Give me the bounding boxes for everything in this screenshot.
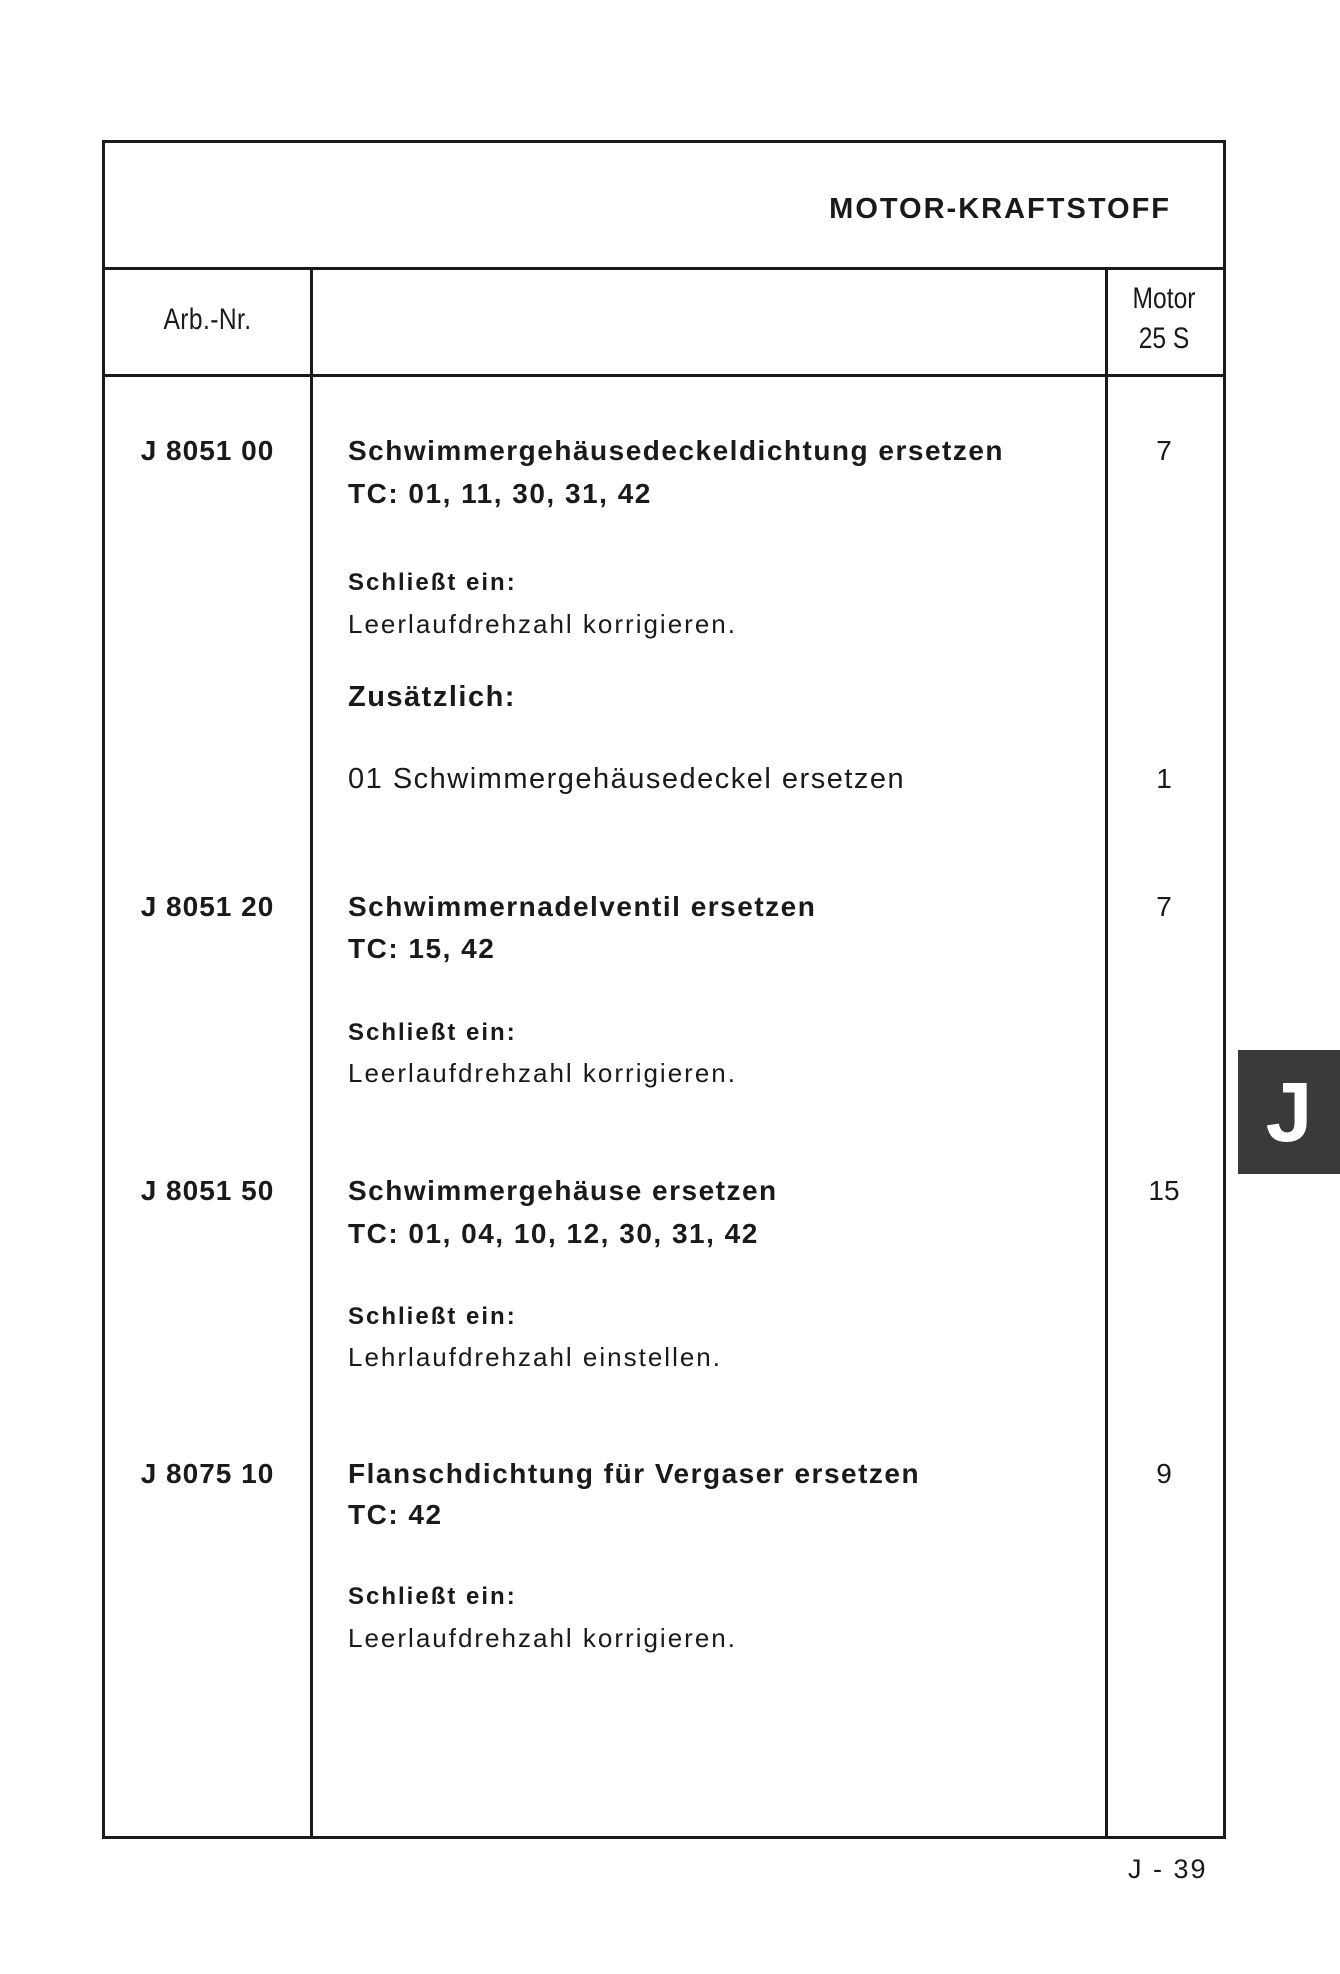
entry-includes-text: Lehrlaufdrehzahl einstellen. xyxy=(348,1342,722,1372)
section-title: MOTOR-KRAFTSTOFF xyxy=(829,193,1171,225)
column-header-arbnr: Arb.-Nr. xyxy=(163,303,252,336)
entry-arbnr: J 8051 00 xyxy=(140,435,275,466)
entry-additional-label: Zusätzlich: xyxy=(348,681,516,713)
entry-includes-text: Leerlaufdrehzahl korrigieren. xyxy=(348,609,737,639)
page-number: J - 39 xyxy=(1128,1854,1208,1884)
entry-arbnr: J 8051 20 xyxy=(140,891,275,922)
entry-includes-text: Leerlaufdrehzahl korrigieren. xyxy=(348,1058,737,1088)
column-header-motor xyxy=(1116,279,1213,359)
entry-value: 9 xyxy=(1156,1458,1172,1489)
header-divider xyxy=(105,374,1223,377)
entry-includes-label: Schließt ein: xyxy=(348,1303,517,1330)
motor-header-line1: Motor xyxy=(1132,282,1196,315)
entry-tc: TC: 15, 42 xyxy=(348,933,496,964)
entry-tc: TC: 01, 04, 10, 12, 30, 31, 42 xyxy=(348,1218,759,1249)
entry-title: Flanschdichtung für Vergaser ersetzen xyxy=(348,1458,921,1489)
entry-includes-label: Schließt ein: xyxy=(348,1583,517,1610)
entry-value: 7 xyxy=(1156,435,1172,466)
entry-title: Schwimmergehäusedeckeldichtung ersetzen xyxy=(348,435,1005,466)
entry-additional-value: 1 xyxy=(1156,763,1172,794)
entry-title: Schwimmergehäuse ersetzen xyxy=(348,1175,778,1206)
motor-column-divider xyxy=(1105,267,1108,1836)
entry-arbnr: J 8051 50 xyxy=(140,1175,275,1206)
arbnr-column-divider xyxy=(310,267,313,1836)
entry-arbnr: J 8075 10 xyxy=(140,1458,275,1489)
entry-title: Schwimmernadelventil ersetzen xyxy=(348,891,817,922)
entry-additional-text: 01 Schwimmergehäusedeckel ersetzen xyxy=(348,763,906,795)
entry-value: 15 xyxy=(1148,1175,1180,1206)
entry-value: 7 xyxy=(1156,891,1172,922)
entry-tc: TC: 01, 11, 30, 31, 42 xyxy=(348,478,652,509)
entry-includes-text: Leerlaufdrehzahl korrigieren. xyxy=(348,1623,737,1653)
work-table xyxy=(102,140,1226,1839)
entry-tc: TC: 42 xyxy=(348,1499,443,1530)
title-divider xyxy=(105,267,1223,270)
entry-includes-label: Schließt ein: xyxy=(348,569,517,596)
entry-includes-label: Schließt ein: xyxy=(348,1019,517,1046)
motor-header-line2: 25 S xyxy=(1138,322,1190,355)
section-tab: J xyxy=(1238,1050,1340,1174)
